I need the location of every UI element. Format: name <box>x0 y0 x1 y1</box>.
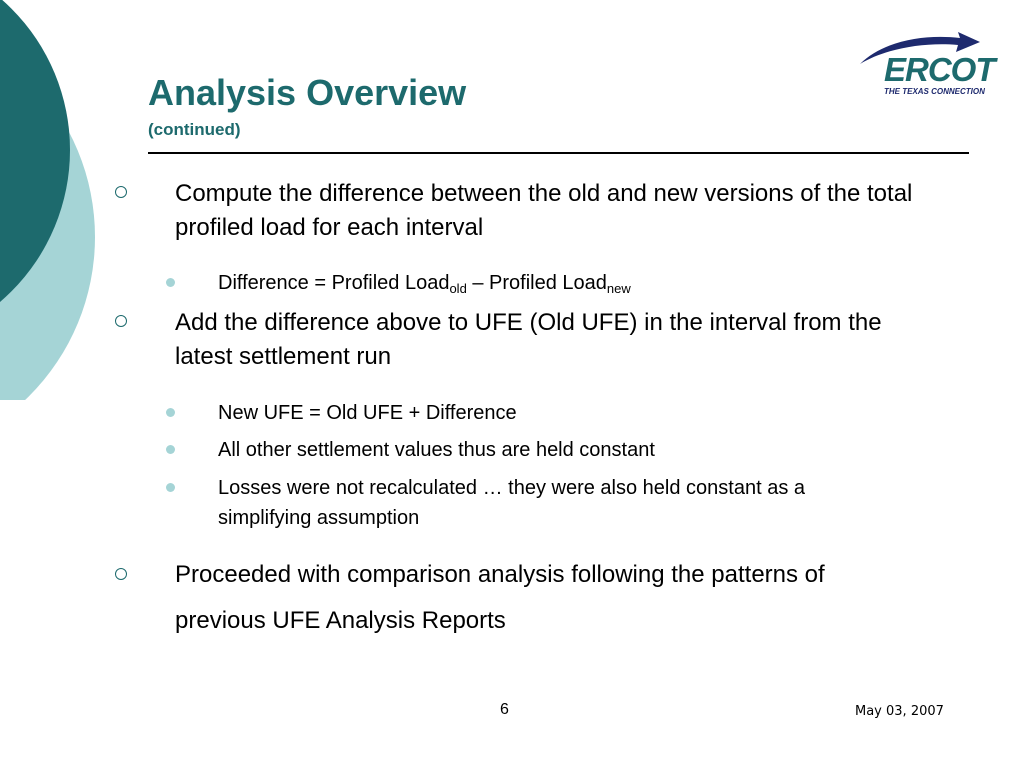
decorative-circles <box>0 0 120 400</box>
page-subtitle: (continued) <box>148 120 241 139</box>
filled-bullet-icon <box>166 278 175 287</box>
page-number: 6 <box>500 701 509 718</box>
filled-bullet-icon <box>166 408 175 417</box>
title-divider <box>148 152 969 154</box>
bullet-text: New UFE = Old UFE + Difference <box>218 402 517 424</box>
formula-part: Difference = Profiled Load <box>218 272 450 294</box>
slide-date: May 03, 2007 <box>855 704 944 719</box>
bullet-item <box>175 177 935 245</box>
filled-bullet-icon <box>166 483 175 492</box>
sub-bullet-item <box>218 435 838 465</box>
hollow-bullet-icon <box>115 315 127 327</box>
sub-bullet-item <box>218 473 818 533</box>
hollow-bullet-icon <box>115 186 127 198</box>
logo-tagline: THE TEXAS CONNECTION <box>884 87 985 96</box>
bullet-text: Add the difference above to UFE (Old UFE) in the interval from the latest settlement run <box>175 309 882 370</box>
page-title: Analysis Overview <box>148 72 467 113</box>
bullet-text: All other settlement values thus are held constant <box>218 439 655 461</box>
bullet-text: Losses were not recalculated … they were also held constant as a simplifying assumption <box>218 477 805 529</box>
formula-subscript: old <box>449 281 467 296</box>
bullet-item <box>175 306 935 374</box>
formula-part: – Profiled Load <box>466 272 607 294</box>
formula-subscript: new <box>606 281 631 296</box>
filled-bullet-icon <box>166 445 175 454</box>
sub-bullet-item <box>218 268 838 298</box>
bullet-text: Proceeded with comparison analysis following the patterns of previous UFE Analysis Reports <box>175 561 825 634</box>
hollow-bullet-icon <box>115 568 127 580</box>
sub-bullet-item <box>218 398 838 428</box>
ercot-logo: ERCOT <box>884 51 995 88</box>
bullet-text: Compute the difference between the old and new versions of the total profiled load for each interval <box>175 180 913 241</box>
bullet-item <box>175 552 825 644</box>
